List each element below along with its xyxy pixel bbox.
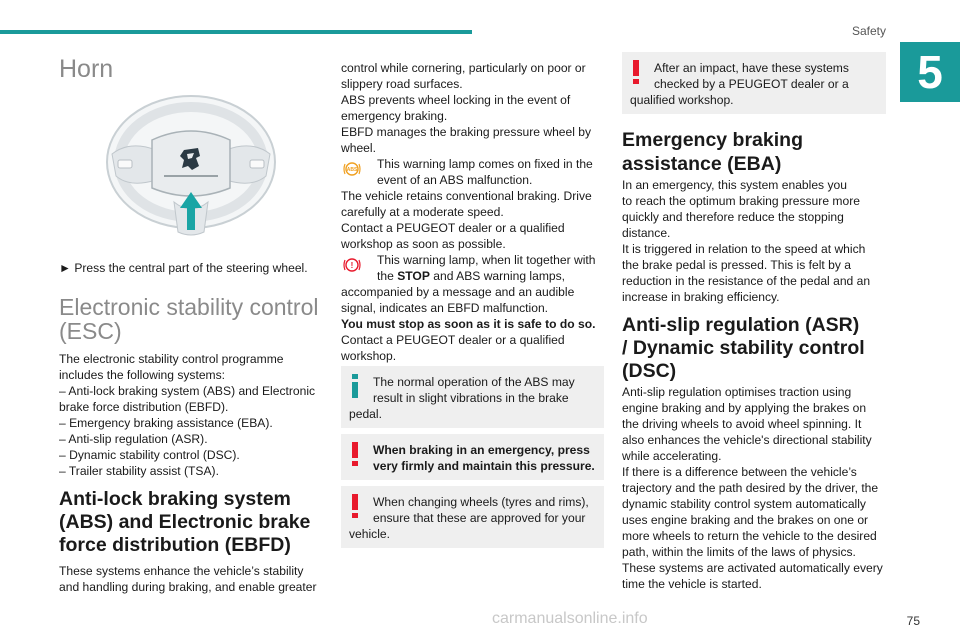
abs-lamp1-line2: event of an ABS malfunction. xyxy=(377,173,533,187)
asr-title-line2: / Dynamic stability control xyxy=(622,337,865,359)
asr-line: If there is a difference between the vehicle’s xyxy=(622,465,857,479)
brake-warning-lamp-icon xyxy=(343,256,361,274)
asr-line: while accelerating. xyxy=(622,449,722,463)
eba-title-line1: Emergency braking xyxy=(622,129,803,151)
abs-p6-line1: Contact a PEUGEOT dealer or a qualified xyxy=(341,333,565,347)
warning3-line3: qualified workshop. xyxy=(630,93,734,107)
info-icon xyxy=(351,374,359,398)
eba-line: It is triggered in relation to the speed at which xyxy=(622,242,866,256)
abs-p3-line2: wheel. xyxy=(341,141,376,155)
abs-lamp2-line1: This warning lamp, when lit together with xyxy=(377,253,596,267)
asr-title-line1: Anti-slip regulation (ASR) xyxy=(622,314,860,336)
abs-lamp2-line3: accompanied by a message and an audible xyxy=(341,285,575,299)
eba-title-line2: assistance (EBA) xyxy=(622,153,782,175)
abs-p6-line2: workshop. xyxy=(341,349,397,363)
abs-lamp2-line2: the STOP and ABS warning lamps, xyxy=(377,269,566,283)
asr-line: engine braking and by applying the brakes on xyxy=(622,401,867,415)
esc-title-line2: (ESC) xyxy=(59,318,122,344)
warning-exclamation-icon xyxy=(351,442,359,466)
warning3-line1: After an impact, have these systems xyxy=(654,61,849,75)
asr-line: These systems are activated automatically every xyxy=(622,561,883,575)
eba-line: increase in braking efficiency. xyxy=(622,290,780,304)
esc-item: – Dynamic stability control (DSC). xyxy=(59,448,240,462)
warning-exclamation-icon xyxy=(351,494,359,518)
esc-item: – Anti-lock braking system (ABS) and Electronic xyxy=(59,384,316,398)
asr-line: uses engine braking and the brakes on one or xyxy=(622,513,869,527)
abs-p2-line2: emergency braking. xyxy=(341,109,448,123)
eba-line: In an emergency, this system enables you xyxy=(622,178,847,192)
asr-line: trajectory and the path desired by the driver, the xyxy=(622,481,879,495)
esc-intro-line1: The electronic stability control programme xyxy=(59,352,284,366)
asr-title-line3: (DSC) xyxy=(622,360,677,382)
info-note-line3: pedal. xyxy=(349,407,382,421)
eba-line: distance. xyxy=(622,226,671,240)
esc-item: – Emergency braking assistance (EBA). xyxy=(59,416,273,430)
page-number: 75 xyxy=(906,614,920,628)
warning-note-changing-wheels xyxy=(341,486,604,548)
watermark: carmanualsonline.info xyxy=(492,610,648,627)
abs-p5-line1: Contact a PEUGEOT dealer or a qualified xyxy=(341,221,565,235)
svg-text:ABS: ABS xyxy=(346,167,358,173)
info-note-line1: The normal operation of the ABS may xyxy=(373,375,575,389)
abs-p1-line1: These systems enhance the vehicle’s stability xyxy=(59,564,304,578)
abs-p2-line1: ABS prevents wheel locking in the event of xyxy=(341,93,571,107)
abs-title-line3: force distribution (EBFD) xyxy=(59,534,291,556)
eba-line: quickly and therefore reduce the stopping xyxy=(622,210,844,224)
abs-lamp1-line1: This warning lamp comes on fixed in the xyxy=(377,157,593,171)
asr-line: path, within the limits of the laws of physics. xyxy=(622,545,856,559)
warning-note-after-impact xyxy=(622,52,886,114)
abs-p4-line1: The vehicle retains conventional braking. Drive xyxy=(341,189,592,203)
esc-item: – Anti-slip regulation (ASR). xyxy=(59,432,208,446)
abs-title-line1: Anti-lock braking system xyxy=(59,488,291,510)
abs-p1-line4: slippery road surfaces. xyxy=(341,77,463,91)
esc-intro-line2: includes the following systems: xyxy=(59,368,226,382)
warning2-line3: vehicle. xyxy=(349,527,391,541)
abs-p5-line2: workshop as soon as possible. xyxy=(341,237,506,251)
esc-item: brake force distribution (EBFD). xyxy=(59,400,229,414)
header-accent-bar xyxy=(0,30,472,34)
abs-p1-line2: and handling during braking, and enable greater xyxy=(59,580,317,594)
asr-line: also enhances the vehicle's directional stability xyxy=(622,433,872,447)
abs-stop-warning: You must stop as soon as it is safe to do so. xyxy=(341,317,596,331)
asr-line: the driving wheels to avoid wheel spinning. It xyxy=(622,417,862,431)
horn-instruction: ► Press the central part of the steering wheel. xyxy=(59,261,308,275)
abs-lamp2-line4: signal, indicates an EBFD malfunction. xyxy=(341,301,549,315)
abs-p1-line3: control while cornering, particularly on poor or xyxy=(341,61,586,75)
chapter-number-tab: 5 xyxy=(900,42,960,102)
steering-wheel-figure xyxy=(100,92,282,239)
section-title: Safety xyxy=(851,24,886,38)
horn-title: Horn xyxy=(59,55,114,83)
warning1-line2: very firmly and maintain this pressure. xyxy=(373,459,595,473)
info-note-abs-vibrations xyxy=(341,366,604,428)
eba-line: reduction in the resistance of the pedal and an xyxy=(622,274,871,288)
asr-line: Anti-slip regulation optimises traction using xyxy=(622,385,852,399)
esc-item: – Trailer stability assist (TSA). xyxy=(59,464,219,478)
abs-warning-lamp-icon xyxy=(343,160,361,178)
warning-note-emergency-braking xyxy=(341,434,604,480)
eba-line: the brake pedal is pressed. This is felt by a xyxy=(622,258,852,272)
esc-title-line1: Electronic stability control xyxy=(59,294,319,320)
stop-lamp-label: STOP xyxy=(397,269,430,283)
svg-text:!: ! xyxy=(350,261,354,270)
asr-line: time the vehicle is started. xyxy=(622,577,762,591)
warning-exclamation-icon xyxy=(632,60,640,84)
warning2-line2: ensure that these are approved for your xyxy=(373,511,586,525)
abs-title-line2: (ABS) and Electronic brake xyxy=(59,511,311,533)
warning2-line1: When changing wheels (tyres and rims), xyxy=(373,495,589,509)
abs-p3-line1: EBFD manages the braking pressure wheel by xyxy=(341,125,592,139)
asr-line: dynamic stability control system automatically xyxy=(622,497,866,511)
eba-line: to reach the optimum braking pressure more xyxy=(622,194,860,208)
warning3-line2: checked by a PEUGEOT dealer or a xyxy=(654,77,849,91)
abs-p4-line2: carefully at a moderate speed. xyxy=(341,205,504,219)
info-note-line2: result in slight vibrations in the brake xyxy=(373,391,569,405)
warning1-line1: When braking in an emergency, press xyxy=(373,443,590,457)
asr-line: more wheels to return the vehicle to the desired xyxy=(622,529,877,543)
